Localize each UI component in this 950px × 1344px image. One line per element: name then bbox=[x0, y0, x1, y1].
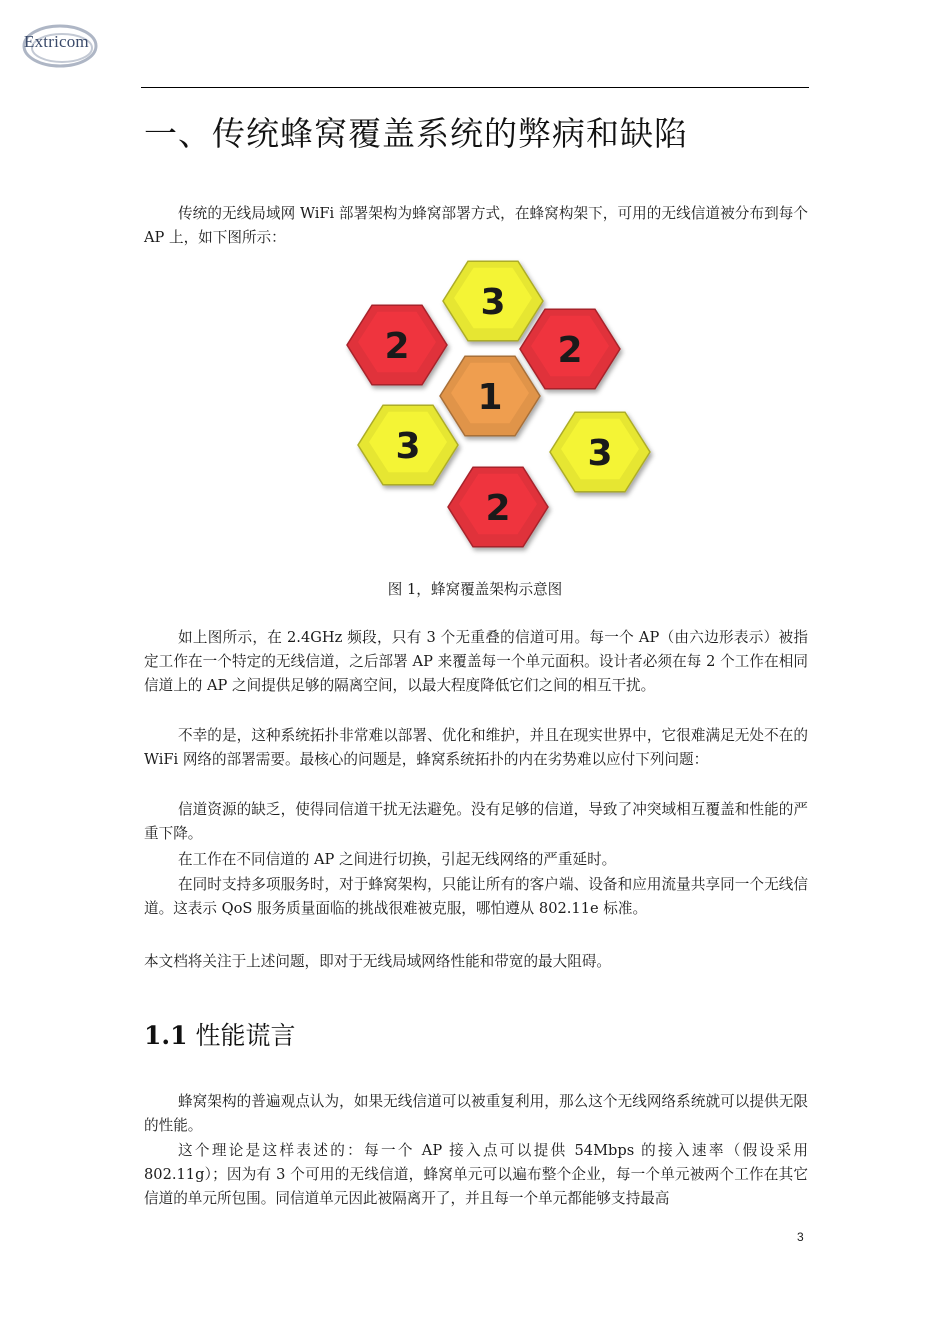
summary-paragraph: 本文档将关注于上述问题，即对于无线局域网络性能和带宽的最大阻碍。 bbox=[144, 953, 612, 970]
hex-cell bbox=[443, 261, 543, 341]
paragraph-4: 在工作在不同信道的 AP 之间进行切换，引起无线网络的严重延时。 bbox=[178, 851, 617, 868]
hex-cell bbox=[358, 405, 458, 485]
hex-cell bbox=[550, 412, 650, 492]
hex-cell bbox=[347, 305, 447, 385]
logo-text: Extricom bbox=[24, 32, 89, 51]
hex-channel-label: 3 bbox=[480, 282, 506, 323]
paragraph-1: 如上图所示，在 2.4GHz 频段，只有 3 个无重叠的信道可用。每一个 AP（由六边形表示）被指定工作在一个特定的无线信道，之后部署 AP 来覆盖每一个单元面积。设计者必须在每 2 个工作在相同信道上的 AP 之间提供足够的隔离空间，以最大程度降低它们之间的相互干扰。 bbox=[144, 629, 808, 694]
hex-channel-label: 1 bbox=[477, 377, 503, 418]
hex-channel-label: 2 bbox=[485, 488, 511, 529]
paragraph-5: 在同时支持多项服务时，对于蜂窝架构，只能让所有的客户端、设备和应用流量共享同一个无线信道。这表示 QoS 服务质量面临的挑战很难被克服，哪怕遵从 802.11e 标准。 bbox=[144, 876, 808, 917]
hex-cell bbox=[448, 467, 548, 547]
paragraph-3: 信道资源的缺乏，使得同信道干扰无法避免。没有足够的信道，导致了冲突域相互覆盖和性能的严重下降。 bbox=[144, 801, 808, 842]
header-rule bbox=[141, 87, 809, 88]
subsection-heading bbox=[144, 1016, 295, 1052]
hexagon-cell-diagram bbox=[335, 255, 665, 565]
hex-cell bbox=[520, 309, 620, 389]
company-logo bbox=[20, 18, 102, 72]
hex-channel-label: 2 bbox=[557, 330, 583, 371]
figure-caption: 图 1，蜂窝覆盖架构示意图 bbox=[387, 581, 563, 598]
section-heading: 一、传统蜂窝覆盖系统的弊病和缺陷 bbox=[144, 114, 688, 153]
page-number: 3 bbox=[797, 1230, 804, 1244]
subsection-title: 性能谎言 bbox=[187, 1021, 296, 1050]
hex-channel-label: 3 bbox=[395, 426, 421, 467]
hex-channel-label: 3 bbox=[587, 433, 613, 474]
subsection-number: 1.1 bbox=[144, 1021, 188, 1050]
section-paragraph-2: 这个理论是这样表述的：每一个 AP 接入点可以提供 54Mbps 的接入速率（假设采用 802.11g）；因为有 3 个可用的无线信道，蜂窝单元可以遍布整个企业，每一个单元被两个工作在其它信道的单元所包围。同信道单元因此被隔离开了，并且每一个单元都能够支持最高 bbox=[144, 1142, 808, 1207]
hex-cell bbox=[440, 356, 540, 436]
intro-paragraph: 传统的无线局域网 WiFi 部署架构为蜂窝部署方式，在蜂窝构架下，可用的无线信道被分布到每个 AP 上，如下图所示： bbox=[144, 205, 808, 246]
section-paragraph-1: 蜂窝架构的普遍观点认为，如果无线信道可以被重复利用，那么这个无线网络系统就可以提供无限的性能。 bbox=[144, 1093, 808, 1134]
paragraph-2: 不幸的是，这种系统拓扑非常难以部署、优化和维护，并且在现实世界中，它很难满足无处不在的 WiFi 网络的部署需要。最核心的问题是，蜂窝系统拓扑的内在劣势难以应付下列问题： bbox=[144, 727, 808, 768]
hex-channel-label: 2 bbox=[384, 326, 410, 367]
